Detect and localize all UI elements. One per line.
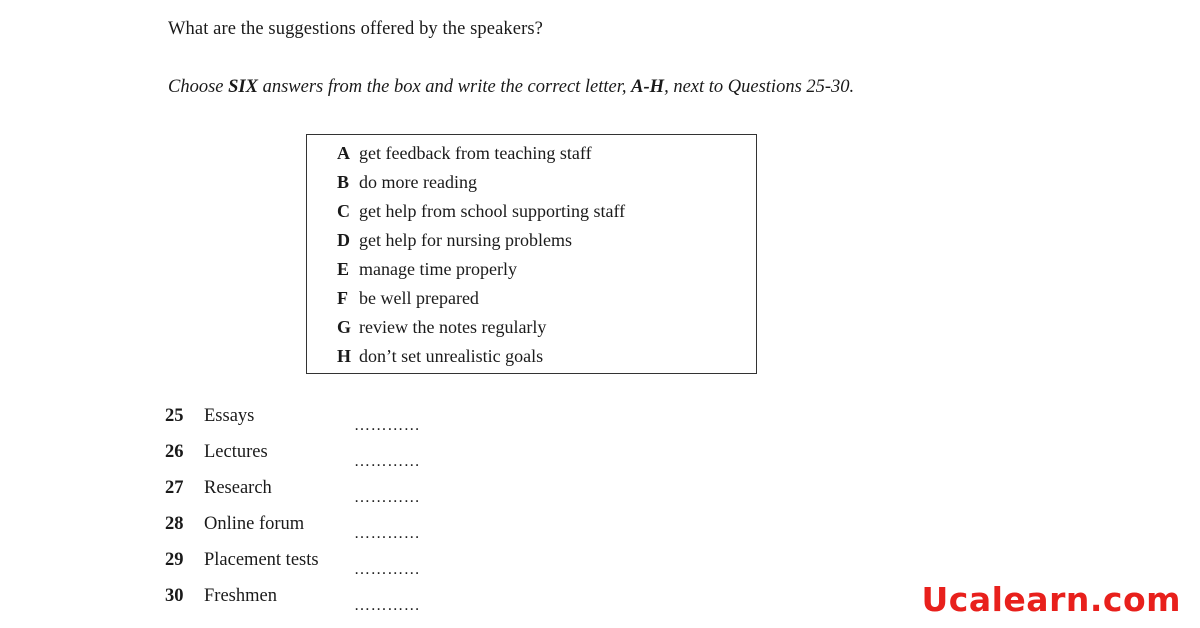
brand-watermark: Ucalearn.com	[921, 580, 1181, 619]
instruction-text: Choose SIX answers from the box and write the correct letter, A-H, next to Questions 25-30.	[168, 77, 855, 97]
option-g: G review the notes regularly	[337, 317, 547, 337]
answer-blank-27[interactable]: …………	[354, 489, 421, 506]
answer-blank-28[interactable]: …………	[354, 525, 421, 542]
question-28: 28 Online forum	[165, 514, 305, 534]
option-a: A get feedback from teaching staff	[337, 143, 592, 163]
option-h: H don’t set unrealistic goals	[337, 346, 544, 366]
option-c: C get help from school supporting staff	[337, 201, 626, 221]
option-f: F be well prepared	[337, 288, 479, 308]
options-box	[306, 134, 757, 374]
question-29: 29 Placement tests	[165, 550, 319, 570]
answer-blank-30[interactable]: …………	[354, 597, 421, 614]
answer-blank-25[interactable]: …………	[354, 417, 421, 434]
answer-blank-29[interactable]: …………	[354, 561, 421, 578]
option-e: E manage time properly	[337, 259, 517, 279]
question-30: 30 Freshmen	[165, 586, 277, 606]
option-b: B do more reading	[337, 172, 477, 192]
question-heading: What are the suggestions offered by the speakers?	[168, 19, 543, 39]
question-27: 27 Research	[165, 478, 272, 498]
answer-blank-26[interactable]: …………	[354, 453, 421, 470]
question-26: 26 Lectures	[165, 442, 268, 462]
question-25: 25 Essays	[165, 406, 255, 426]
option-d: D get help for nursing problems	[337, 230, 572, 250]
